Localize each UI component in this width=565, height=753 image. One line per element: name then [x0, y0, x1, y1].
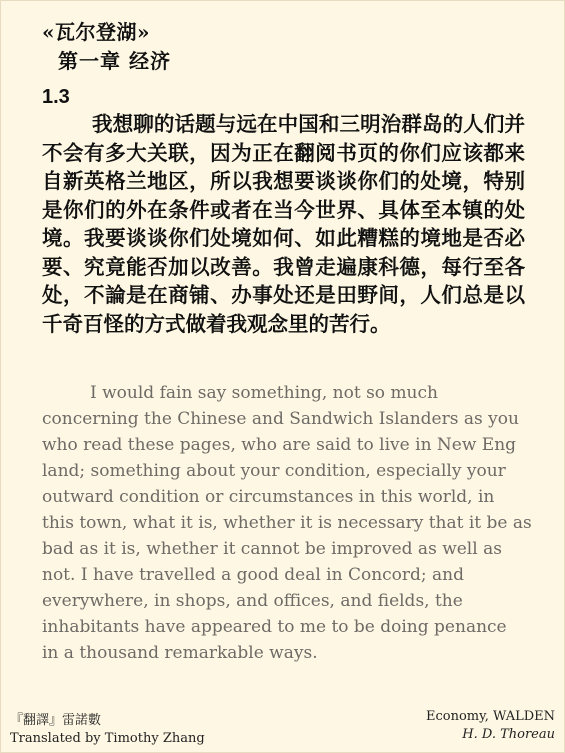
section-number: 1.3 [42, 86, 70, 108]
author-name: H. D. Thoreau [462, 727, 555, 742]
english-paragraph [42, 380, 532, 666]
english-line: everywhere, in shops, and offices, and fields, the [42, 591, 463, 611]
book-title: «瓦尔登湖» [42, 20, 150, 44]
source-title: Economy, WALDEN [425, 709, 555, 724]
english-line: land; something about your condition, especially your [42, 461, 506, 481]
english-line: this town, what it is, whether it is necessary that it be as [42, 513, 532, 533]
english-line: inhabitants have appeared to me to be doing penance [42, 617, 507, 637]
translator-credit: Translated by Timothy Zhang [10, 731, 205, 746]
footer-credits [10, 712, 205, 748]
english-line: I would fain say something, not so much [90, 383, 438, 403]
chapter-title: 第一章 经济 [58, 49, 171, 73]
english-line: concerning the Chinese and Sandwich Islanders as you [42, 409, 519, 429]
english-line: bad as it is, whether it cannot be improved as well as [42, 539, 502, 559]
publication-name: 『翻譯』雷諾數 [10, 713, 102, 728]
footer-source [426, 708, 555, 744]
english-line: in a thousand remarkable ways. [42, 643, 318, 663]
chinese-paragraph: 我想聊的话题与远在中国和三明治群岛的人们并不会有多大关联，因为正在翻阅书页的你们应该都来自新英格兰地区，所以我想要谈谈你们的处境，特别是你们的外在条件或者在当今世界、具体至本镇的处境。我要谈谈你们处境如何、如此糟糕的境地是否必要、究竟能否加以改善。我曾走遍康科德，每行至各处，不論是在商铺、办事处还是田野间，人们总是以千奇百怪的方式做着我观念里的苦行。 [42, 112, 525, 336]
english-line: outward condition or circumstances in this world, in [42, 487, 495, 507]
english-line: not. I have travelled a good deal in Concord; and [42, 565, 465, 585]
english-line: who read these pages, who are said to live in New Eng [42, 435, 517, 455]
